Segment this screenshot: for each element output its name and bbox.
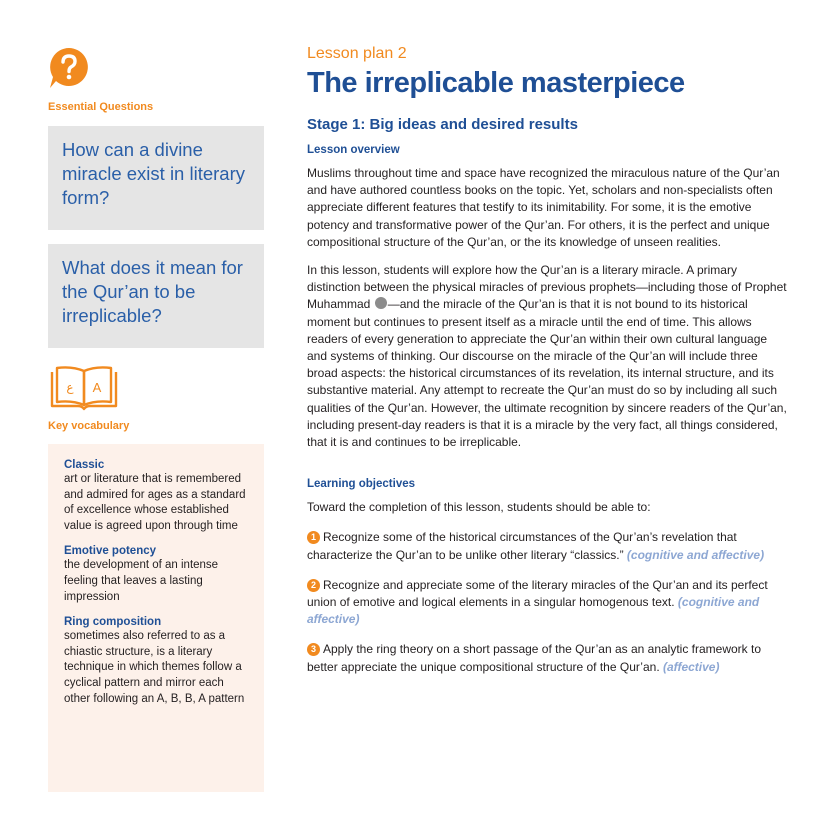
vocabulary-entry [64, 615, 250, 707]
objective-text: Recognize some of the historical circumstances of the Qur’an’s revelation that characterize the Qur’an to be unlike other literary “classics.” [307, 530, 737, 562]
vocabulary-term: Classic [64, 459, 105, 471]
main-content [307, 44, 787, 676]
vocabulary-entry [64, 544, 250, 605]
lesson-plan-label: Lesson plan 2 [307, 45, 407, 62]
essential-question-box: How can a divine miracle exist in literary form? [48, 126, 264, 230]
objective-item [307, 529, 787, 563]
objective-text: Recognize and appreciate some of the literary miracles of the Qur’an and its perfect union of emotive and logical elements in a singular homogenous text. [307, 577, 768, 610]
essential-questions-heading: Essential Questions [48, 101, 154, 113]
book-letter-latin: A [92, 380, 102, 395]
open-book-icon [48, 364, 120, 412]
essential-question-box: What does it mean for the Qur’an to be irreplicable? [48, 244, 264, 348]
objective-tag: (cognitive and affective) [626, 547, 765, 562]
objective-number-badge: 3 [307, 643, 320, 656]
overview-text: —and the miracle of the Qur’an is that it is not bound to its historical moment but continues to present itself as a miracle until the end of time. This allows readers of every generation to appreciate the Qur’an within their own cultural language and systems of thinking. Our discourse on the miracle of the Qur’an will include three broad aspects: the historical circumstances of its revelation, its internal structure, and its substantive material. Any attempt to recreate the Qur’an must do so by including all such qualities of the Qur’an. However, the ultimate recognition by sincere readers of the Qur’an, including present-day readers is that it is a miracle by the very fact, all things considered, that it is and continues to be irreplicable. [307, 297, 787, 450]
objective-number-badge: 1 [307, 531, 320, 544]
objectives-intro: Toward the completion of this lesson, students should be able to: [307, 500, 651, 515]
vocabulary-definition: art or literature that is remembered and admired for ages as a standard of excellence whose established value is agreed upon through time [64, 473, 246, 532]
overview-paragraph: Muslims throughout time and space have recognized the miraculous nature of the Qur’an and have authored countless books on the topic. Yet, scholars and non-specialists often appreciate different features that testify to its inimitability. For some, it is the emotive potency and transformative power of the Qur’an. For others, it is the perfect and unique compositional structure of the Qur’an, or the its knowledge of unseen realities. [307, 166, 780, 249]
objective-item [307, 577, 787, 629]
overview-paragraph [307, 262, 787, 451]
objective-item [307, 641, 787, 675]
vocabulary-term: Emotive potency [64, 545, 157, 558]
question-bubble-icon [48, 46, 90, 90]
vocabulary-entry [64, 458, 250, 534]
learning-objectives-heading: Learning objectives [307, 478, 416, 491]
page-title: The irreplicable masterpiece [307, 67, 685, 99]
objective-tag: (cognitive and affective) [307, 595, 760, 627]
lesson-overview-heading: Lesson overview [307, 144, 400, 156]
objective-number-badge: 2 [307, 579, 320, 592]
vocabulary-definition: the development of an intense feeling that leaves a lasting impression [64, 559, 219, 603]
overview-text: In this lesson, students will explore how the Qur’an is a literary miracle. A primary distinction between the physical miracles of previous prophets—including those of Prophet Muhammad [307, 263, 787, 312]
vocabulary-box [48, 444, 264, 792]
objective-text: Apply the ring theory on a short passage of the Qur’an as an analytic framework to better appreciate the unique compositional structure of the Qur’an. [307, 642, 762, 674]
book-letter-arabic: ع [66, 380, 74, 394]
stage-heading: Stage 1: Big ideas and desired results [307, 116, 578, 133]
objective-tag: (affective) [663, 659, 720, 674]
vocabulary-definition: sometimes also referred to as a chiastic structure, is a literary technique in which themes follow a cyclical pattern and mirror each other following an A, B, B, A pattern [64, 630, 245, 705]
pbuh-glyph-icon [375, 297, 387, 309]
key-vocabulary-heading: Key vocabulary [48, 420, 130, 432]
vocabulary-term: Ring composition [64, 616, 162, 629]
